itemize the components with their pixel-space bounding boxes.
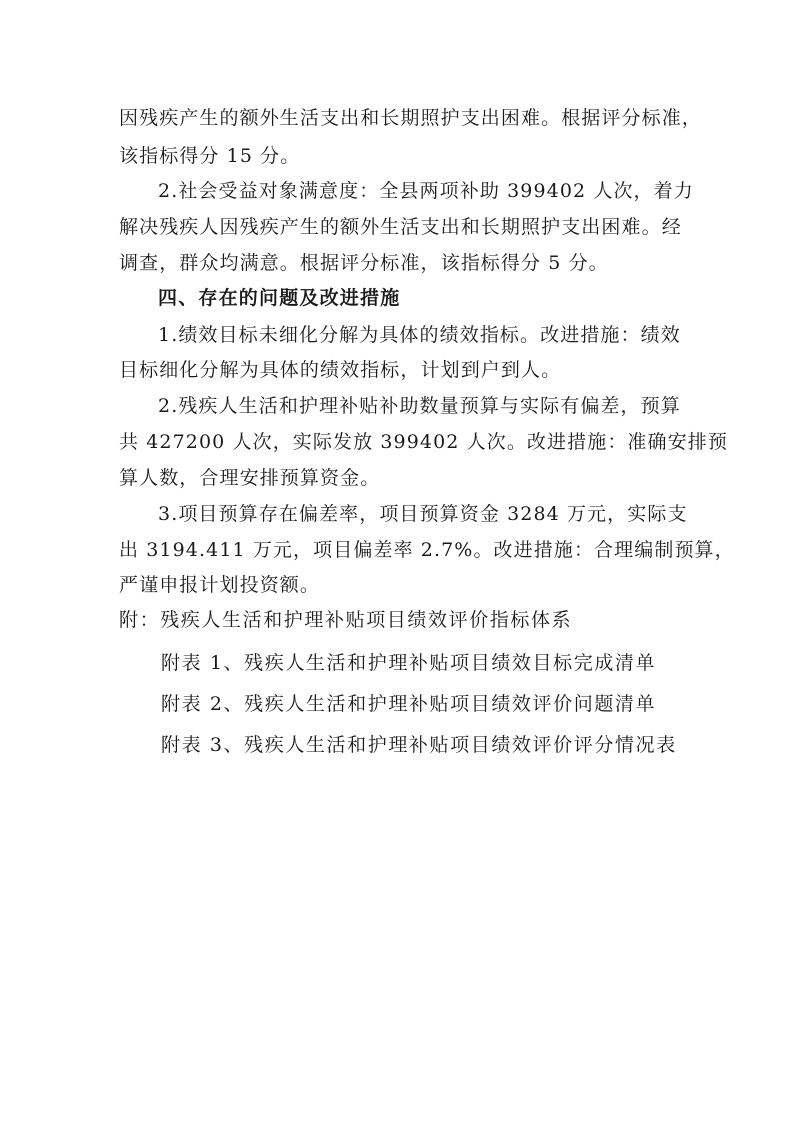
paragraph-line: 该指标得分 15 分。 bbox=[119, 145, 301, 167]
annex-item: 附表 3、残疾人生活和护理补贴项目绩效评价评分情况表 bbox=[161, 734, 677, 756]
issue-line: 出 3194.411 万元，项目偏差率 2.7%。改进措施：合理编制预算， bbox=[119, 539, 735, 561]
issue-line: 1.绩效目标未细化分解为具体的绩效指标。改进措施：绩效 bbox=[158, 324, 681, 346]
paragraph-line: 2.社会受益对象满意度：全县两项补助 399402 人次，着力 bbox=[158, 180, 694, 202]
issue-line: 算人数，合理安排预算资金。 bbox=[119, 467, 381, 489]
annex-item: 附表 1、残疾人生活和护理补贴项目绩效目标完成清单 bbox=[161, 652, 657, 674]
paragraph-line: 因残疾产生的额外生活支出和长期照护支出困难。根据评分标准， bbox=[119, 107, 702, 129]
issue-line: 3.项目预算存在偏差率，项目预算资金 3284 万元，实际支 bbox=[158, 503, 688, 525]
issue-line: 严谨申报计划投资额。 bbox=[119, 574, 321, 596]
paragraph-line: 调查，群众均满意。根据评分标准，该指标得分 5 分。 bbox=[119, 252, 609, 274]
section-heading: 四、存在的问题及改进措施 bbox=[158, 287, 401, 309]
issue-line: 共 427200 人次，实际发放 399402 人次。改进措施：准确安排预 bbox=[119, 431, 728, 453]
issue-line: 目标细化分解为具体的绩效指标，计划到户到人。 bbox=[119, 359, 562, 381]
annex-intro: 附：残疾人生活和护理补贴项目绩效评价指标体系 bbox=[119, 609, 573, 631]
issue-line: 2.残疾人生活和护理补贴补助数量预算与实际有偏差，预算 bbox=[158, 395, 681, 417]
paragraph-line: 解决残疾人因残疾产生的额外生活支出和长期照护支出困难。经 bbox=[119, 216, 682, 238]
annex-item: 附表 2、残疾人生活和护理补贴项目绩效评价问题清单 bbox=[161, 693, 657, 715]
